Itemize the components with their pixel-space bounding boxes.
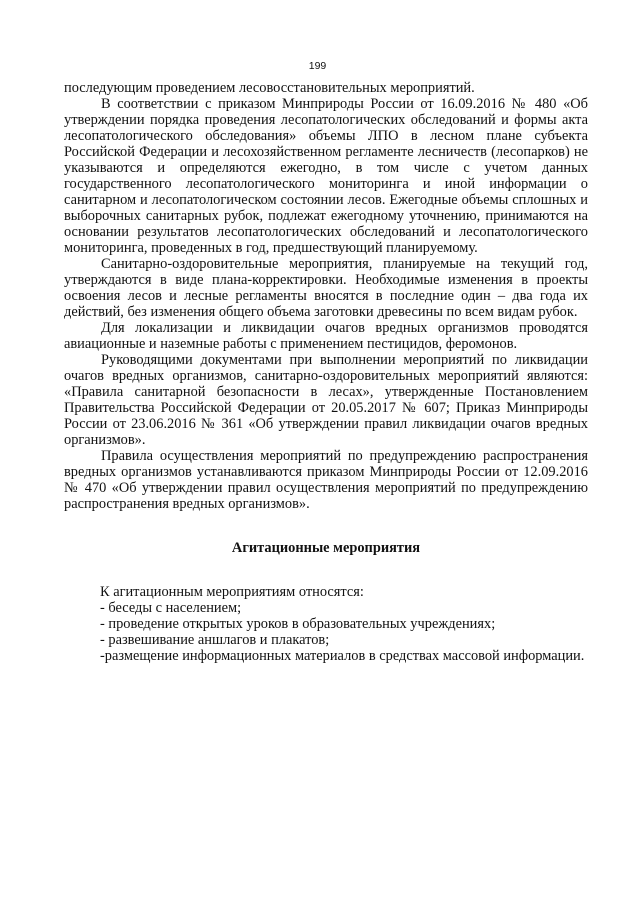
list-intro: К агитационным мероприятиям относятся: (100, 584, 364, 600)
paragraph-guiding-documents: Руководящими документами при выполнении мероприятий по ликвидации очагов вредных организмов, санитарно-оздоровительных мероприятий являются: «Правила санитарной безопасности в лесах», утвержденные Постановлением Правительства Российской Федерации от 20.05.2017 № 607; Приказ Минприроды России от 23.06.2016 № 361 «Об утверждении правил ликвидации очагов вредных организмов». (64, 352, 588, 448)
paragraph-prevention-rules: Правила осуществления мероприятий по предупреждению распространения вредных организмов устанавливаются приказом Минприроды России от 12.09.2016 № 470 «Об утверждении правил осуществления мероприятий по предупреждению распространения вредных организмов». (64, 448, 588, 512)
list-item: -размещение информационных материалов в средствах массовой информации. (100, 648, 585, 664)
paragraph-sanitary-measures: Санитарно-оздоровительные мероприятия, планируемые на текущий год, утверждаются в виде плана-корректировки. Необходимые изменения в проекты освоения лесов и лесные регламенты вносятся в последние один – два года их действий, без изменения общего объема заготовки древесины по всем видам рубок. (64, 256, 588, 320)
document-body (64, 80, 588, 664)
section-heading: Агитационные мероприятия (231, 540, 421, 556)
paragraph-localization: Для локализации и ликвидации очагов вредных организмов проводятся авиационные и наземные работы с применением пестицидов, феромонов. (64, 320, 588, 352)
list-item: - беседы с населением; (100, 600, 242, 616)
paragraph-continuation: последующим проведением лесовосстановительных мероприятий. (64, 80, 475, 96)
page-number: 199 (308, 60, 327, 72)
paragraph-order-480: В соответствии с приказом Минприроды России от 16.09.2016 № 480 «Об утверждении порядка проведения лесопатологических обследований и формы акта лесопатологического обследования» объемы ЛПО в лесном плане субъекта Российской Федерации и лесохозяйственном регламенте лесничеств (лесопарков) не указываются и определяются ежегодно, в том числе с учетом данных государственного лесопатологического мониторинга и иной информации о санитарном и лесопатологическом состоянии лесов. Ежегодные объемы сплошных и выборочных санитарных рубок, подлежат ежегодному уточнению, принимаются на основании результатов лесопатологических обследований и лесопатологического мониторинга, проведенных в год, предшествующий планируемому. (64, 96, 588, 256)
list-item: - проведение открытых уроков в образовательных учреждениях; (100, 616, 496, 632)
list-item: - развешивание аншлагов и плакатов; (100, 632, 330, 648)
